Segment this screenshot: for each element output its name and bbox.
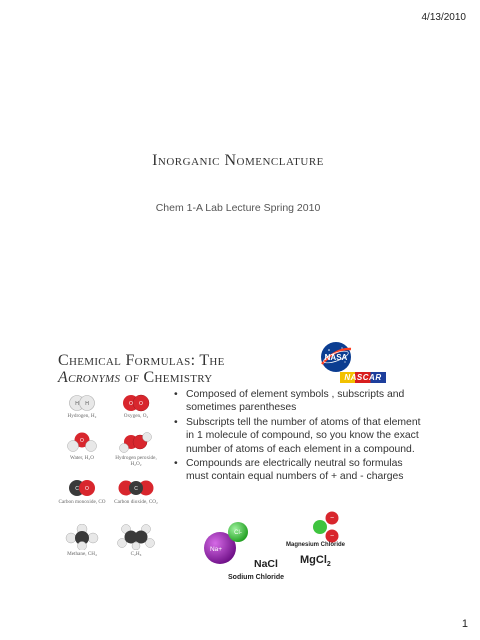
slide2-title-italic: Acronyms <box>58 369 121 386</box>
molecule-carbon-monoxide: C O Carbon monoxide, CO <box>56 478 108 505</box>
na-ion-label: Na+ <box>209 546 223 553</box>
ethane-molecule-icon <box>116 524 156 550</box>
molecule-methane: Methane, CH₄ <box>56 524 108 557</box>
water-molecule-icon <box>64 432 100 454</box>
slide2-title <box>58 352 318 386</box>
cl-ion-label: Cl- <box>234 530 242 536</box>
svg-text:O: O <box>85 486 89 492</box>
molecule-oxygen: O O Oxygen, O₂ <box>110 394 162 419</box>
molecule-grid <box>56 394 166 570</box>
slide2-title-rest: of Chemistry <box>120 369 213 386</box>
mgcl2-model <box>284 510 374 580</box>
molecule-hydrogen: H H Hydrogen, H₂ <box>56 394 108 419</box>
slide2-title-line1: Chemical Formulas: The <box>58 352 225 369</box>
magnesium-chloride-ion-icon <box>302 510 352 544</box>
svg-text:C: C <box>75 486 79 492</box>
hydrogen-molecule-icon <box>64 394 100 412</box>
nacl-formula: NaCl <box>254 558 278 570</box>
slide1-title: Inorganic Nomenclature <box>152 152 324 169</box>
svg-text:−: − <box>329 533 335 540</box>
header-date: 4/13/2010 <box>421 12 466 23</box>
svg-text:O: O <box>139 401 143 407</box>
logos <box>318 340 388 386</box>
mgcl2-name: Magnesium Chloride <box>286 542 346 548</box>
nasa-logo-icon <box>318 340 354 374</box>
svg-text:H: H <box>75 401 79 407</box>
slide-chemical-formulas <box>56 330 421 581</box>
svg-text:−: − <box>329 515 335 522</box>
molecule-carbon-dioxide: C Carbon dioxide, CO₂ <box>110 478 162 505</box>
svg-text:O: O <box>80 438 84 444</box>
svg-text:O: O <box>129 401 133 407</box>
svg-text:H: H <box>85 401 89 407</box>
molecule-hydrogen-peroxide: Hydrogen peroxide, H₂O₂ <box>110 432 162 467</box>
nascar-logo-icon: NASCAR <box>340 372 386 383</box>
molecule-water: O Water, H₂O <box>56 432 108 461</box>
carbon-monoxide-molecule-icon <box>64 478 100 498</box>
slide1-subtitle: Chem 1-A Lab Lecture Spring 2010 <box>155 202 321 214</box>
bullet-list <box>174 388 424 485</box>
mgcl2-formula: MgCl$_2$ <box>300 554 331 569</box>
nasa-logo-text: NASA <box>324 353 348 362</box>
bullet-item: • Composed of element symbols , subscripts and sometimes parentheses <box>174 388 424 415</box>
hydrogen-peroxide-molecule-icon <box>116 432 156 454</box>
nacl-name: Sodium Chloride <box>228 574 284 581</box>
molecule-ethane: C₂H₆ <box>110 524 162 557</box>
methane-molecule-icon <box>64 524 100 550</box>
page-number: 1 <box>461 618 468 630</box>
slide-title <box>56 90 420 296</box>
svg-text:C: C <box>134 486 138 492</box>
oxygen-molecule-icon <box>118 394 154 412</box>
bullet-item: • Compounds are electrically neutral so formulas must contain equal numbers of + and - charges <box>174 457 424 484</box>
bullet-item: • Subscripts tell the number of atoms of that element in 1 molecule of compound, so you know the exact number of atoms of each element in a compound. <box>174 416 424 456</box>
carbon-dioxide-molecule-icon <box>114 478 158 498</box>
